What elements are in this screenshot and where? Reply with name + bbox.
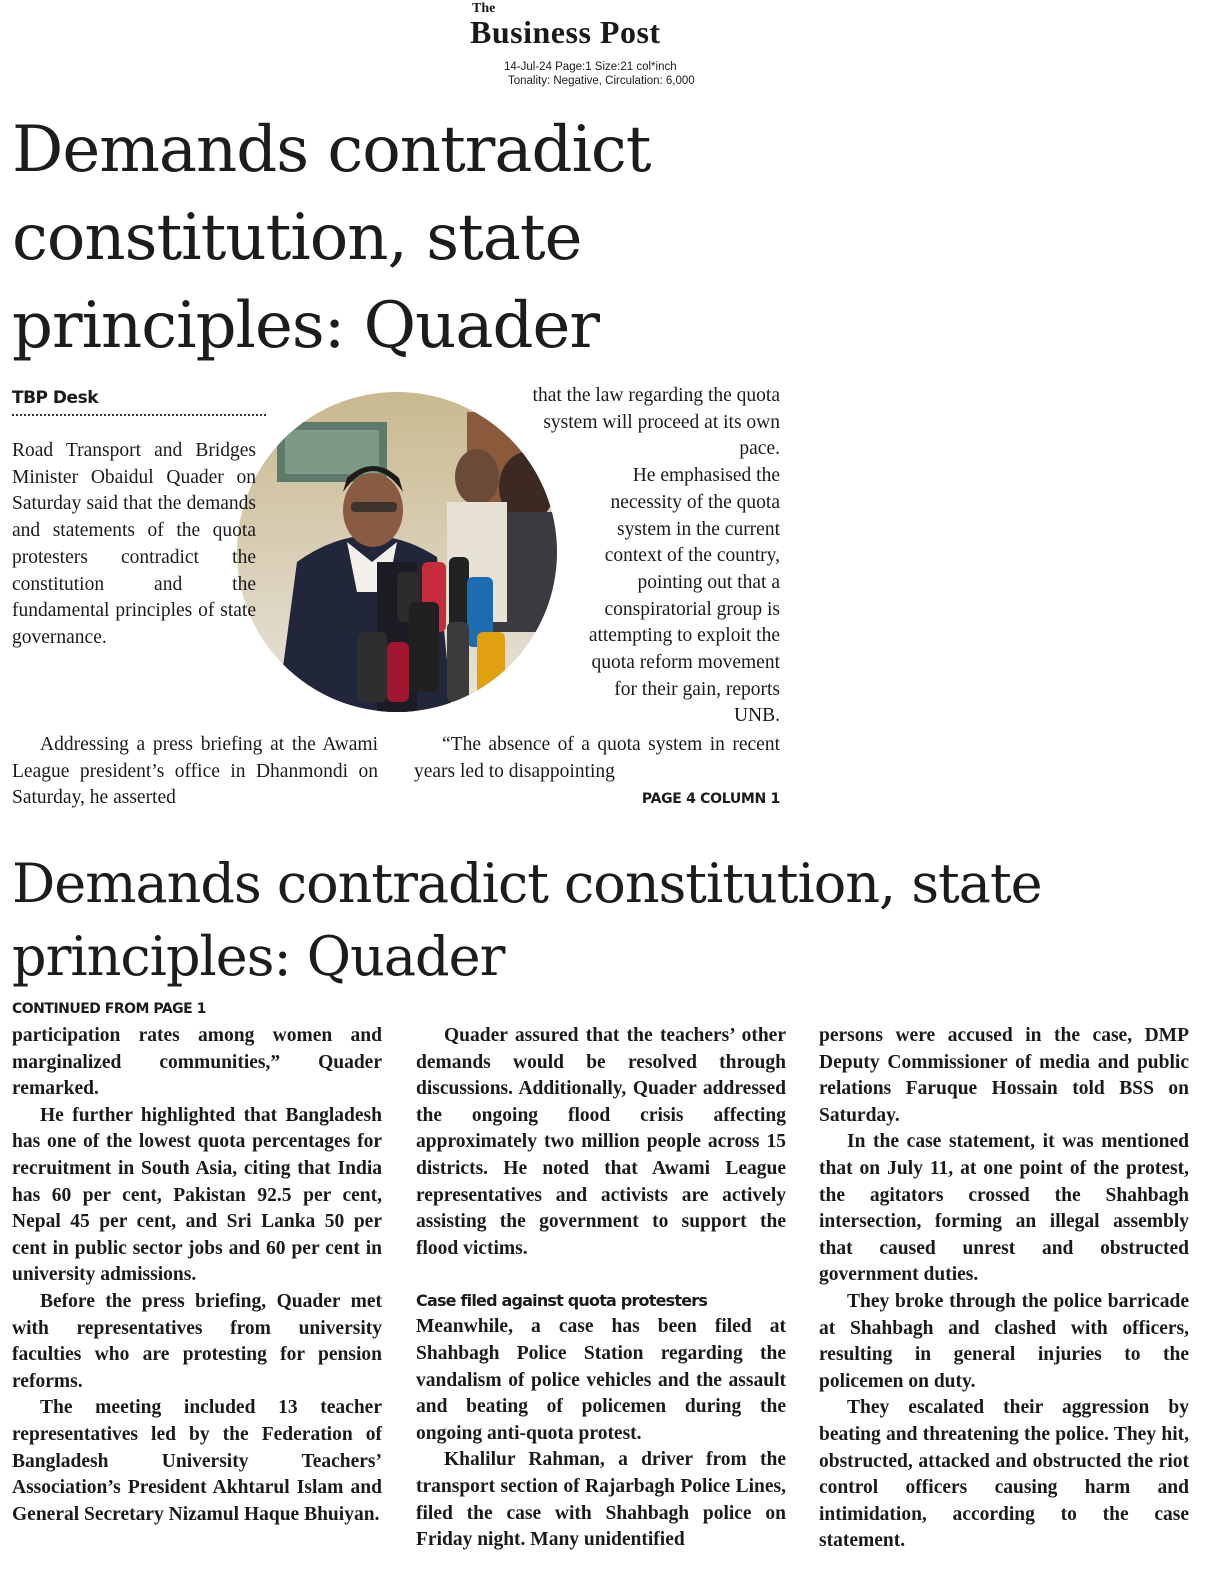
clip-date-size: 14-Jul-24 Page:1 Size:21 col*inch xyxy=(504,61,677,73)
masthead-the: The xyxy=(472,1,496,16)
front-headline-line-1: Demands contradict xyxy=(12,113,651,187)
jump-col3-paragraph-4: They escalated their aggression by beating and threatening the police. They hit, obstructed, attacked and obstructed the riot control officers causing harm and intimidation, according to the case statement. xyxy=(819,1397,1189,1552)
front-left-column xyxy=(12,438,256,652)
jump-column-1 xyxy=(12,1023,382,1528)
front-paragraph-3: that the law regarding the quota system will proceed at its own pace. xyxy=(532,385,780,460)
jump-col2-paragraph-2: Meanwhile, a case has been filed at Shahbagh Police Station regarding the vandalism of police vehicles and the assault and beating of policemen during the ongoing anti-quota protest. xyxy=(416,1316,786,1444)
case-subhead: Case filed against quota protesters xyxy=(416,1291,708,1311)
jump-col1-paragraph-3: Before the press briefing, Quader met with representatives from university faculties who are protesting for pension reforms. xyxy=(12,1290,382,1392)
jump-col1-paragraph-4: The meeting included 13 teacher representatives led by the Federation of Bangladesh University Teachers’ Association’s President Akhtarul Islam and General Secretary Nizamul Haque Bhuiyan. xyxy=(12,1397,382,1525)
masthead xyxy=(470,2,740,48)
jump-line: PAGE 4 COLUMN 1 xyxy=(641,791,780,807)
clip-tonality-circulation: Tonality: Negative, Circulation: 6,000 xyxy=(508,75,695,87)
jump-col3-paragraph-3: They broke through the police barricade at Shahbagh and clashed with officers, resulting in general injuries to the policemen on duty. xyxy=(819,1290,1189,1392)
front-paragraph-1: Road Transport and Bridges Minister Obaidul Quader on Saturday said that the demands and statements of the quota protesters contradict the constitution and the fundamental principles of state governance. xyxy=(12,440,256,648)
front-left-column-bottom xyxy=(12,732,378,812)
jump-col2-paragraph-3: Khalilur Rahman, a driver from the transport section of Rajarbagh Police Lines, filed the case with Shahbagh police on Friday night. Many unidentified xyxy=(416,1449,786,1551)
jump-col3-paragraph-1: persons were accused in the case, DMP Deputy Commissioner of media and public relations Faruque Hossain told BSS on Saturday. xyxy=(819,1025,1189,1126)
front-headline-line-3: principles: Quader xyxy=(12,289,599,363)
front-paragraph-4: He emphasised the necessity of the quota system in the current context of the country, pointing out that a conspiratorial group is attempting to exploit the quota reform movement for their gain, reports UNB. xyxy=(588,465,780,727)
jump-headline-line-1: Demands contradict constitution, state xyxy=(12,852,1042,915)
jump-col1-paragraph-2: He further highlighted that Bangladesh has one of the lowest quota percentages for recruitment in South Asia, citing that India has 60 per cent, Pakistan 92.5 per cent, Nepal 45 per cent, and Sri Lanka 50 per cent in public sector jobs and 60 per cent in university admissions. xyxy=(12,1104,382,1286)
jump-col3-paragraph-2: In the case statement, it was mentioned that on July 11, at one point of the protest, the agitators crossed the Shahbagh intersection, forming an illegal assembly that caused unrest and obstructed government duties. xyxy=(819,1131,1189,1286)
jump-headline xyxy=(12,847,1202,993)
front-headline-line-2: constitution, state xyxy=(12,201,582,275)
jump-column-3 xyxy=(819,1023,1189,1555)
front-right-column xyxy=(510,383,780,730)
byline: TBP Desk xyxy=(12,386,266,416)
jump-headline-line-2: principles: Quader xyxy=(12,925,505,988)
front-paragraph-2: Addressing a press briefing at the Awami League president’s office in Dhanmondi on Saturday, he asserted xyxy=(12,734,378,809)
article-photo xyxy=(237,392,557,712)
jump-col1-paragraph-1: participation rates among women and marginalized communities,” Quader remarked. xyxy=(12,1025,382,1100)
press-briefing-photo xyxy=(237,392,557,712)
jump-col2-paragraph-1: Quader assured that the teachers’ other demands would be resolved through discussions. Additionally, Quader addressed the ongoing flood crisis affecting approximately two million people across 15 districts. He noted that Awami League representatives and activists are actively assisting the government to support the flood victims. xyxy=(416,1025,786,1259)
front-paragraph-5: “The absence of a quota system in recent years led to disappointing xyxy=(414,734,780,782)
continued-label: CONTINUED FROM PAGE 1 xyxy=(12,1001,206,1017)
masthead-logo: Business Post xyxy=(470,14,661,50)
front-right-column-bottom xyxy=(414,732,780,785)
front-headline xyxy=(12,106,772,370)
jump-column-2 xyxy=(416,1023,786,1554)
clip-metadata xyxy=(504,60,764,88)
